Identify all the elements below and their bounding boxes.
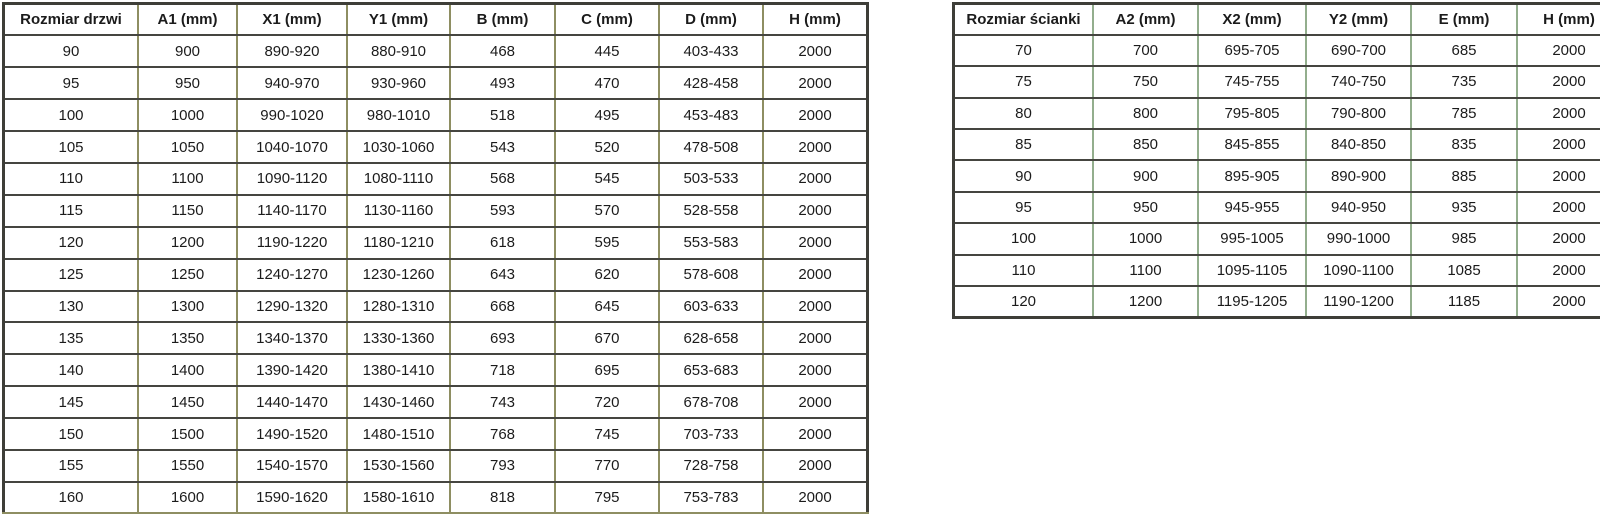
table-cell: 1085 xyxy=(1411,255,1517,286)
header-cell: X2 (mm) xyxy=(1198,4,1306,35)
wall-dimensions-table xyxy=(952,2,1600,319)
table-cell: 1180-1210 xyxy=(347,227,450,259)
table-cell: 745 xyxy=(555,418,659,450)
table-cell: 740-750 xyxy=(1306,66,1411,97)
table-cell: 100 xyxy=(4,99,139,131)
table-cell: 1195-1205 xyxy=(1198,286,1306,317)
table-cell: 1140-1170 xyxy=(237,195,347,227)
table-row xyxy=(4,195,868,227)
table-cell: 545 xyxy=(555,163,659,195)
table-cell: 1090-1100 xyxy=(1306,255,1411,286)
table-cell: 800 xyxy=(1093,98,1198,129)
table-row xyxy=(4,227,868,259)
table-cell: 693 xyxy=(450,322,555,354)
table-cell: 643 xyxy=(450,259,555,291)
table-cell: 850 xyxy=(1093,129,1198,160)
header-row xyxy=(4,4,868,36)
table-cell: 980-1010 xyxy=(347,99,450,131)
table-cell: 1540-1570 xyxy=(237,450,347,482)
header-row xyxy=(954,4,1600,35)
table-row xyxy=(4,354,868,386)
table-cell: 1350 xyxy=(138,322,237,354)
table-cell: 520 xyxy=(555,131,659,163)
table-cell: 2000 xyxy=(1517,286,1600,317)
table-cell: 1300 xyxy=(138,291,237,323)
table-cell: 2000 xyxy=(1517,160,1600,191)
table-cell: 653-683 xyxy=(659,354,763,386)
table-cell: 1190-1220 xyxy=(237,227,347,259)
table-cell: 1150 xyxy=(138,195,237,227)
door-dimensions-table xyxy=(2,2,869,514)
table-cell: 1000 xyxy=(1093,223,1198,254)
table-cell: 885 xyxy=(1411,160,1517,191)
table-cell: 145 xyxy=(4,386,139,418)
header-cell: Y1 (mm) xyxy=(347,4,450,36)
table-cell: 793 xyxy=(450,450,555,482)
table-row xyxy=(4,386,868,418)
table-cell: 950 xyxy=(138,67,237,99)
table-cell: 2000 xyxy=(1517,129,1600,160)
table-cell: 160 xyxy=(4,482,139,514)
table-cell: 1200 xyxy=(138,227,237,259)
table-cell: 2000 xyxy=(763,482,868,514)
table-cell: 930-960 xyxy=(347,67,450,99)
table-cell: 2000 xyxy=(763,354,868,386)
table-cell: 1100 xyxy=(1093,255,1198,286)
table-cell: 1130-1160 xyxy=(347,195,450,227)
table-cell: 890-920 xyxy=(237,35,347,67)
table-cell: 403-433 xyxy=(659,35,763,67)
table-cell: 790-800 xyxy=(1306,98,1411,129)
header-cell: Y2 (mm) xyxy=(1306,4,1411,35)
table-cell: 1050 xyxy=(138,131,237,163)
table-cell: 2000 xyxy=(1517,192,1600,223)
table-cell: 543 xyxy=(450,131,555,163)
table-cell: 795-805 xyxy=(1198,98,1306,129)
table-cell: 735 xyxy=(1411,66,1517,97)
table-cell: 115 xyxy=(4,195,139,227)
table-cell: 110 xyxy=(4,163,139,195)
table-row xyxy=(954,35,1600,66)
table-cell: 1590-1620 xyxy=(237,482,347,514)
table-cell: 670 xyxy=(555,322,659,354)
header-cell: H (mm) xyxy=(763,4,868,36)
table-cell: 2000 xyxy=(763,195,868,227)
header-cell: A2 (mm) xyxy=(1093,4,1198,35)
table-cell: 100 xyxy=(954,223,1094,254)
table-cell: 620 xyxy=(555,259,659,291)
table-cell: 845-855 xyxy=(1198,129,1306,160)
table-cell: 628-658 xyxy=(659,322,763,354)
table-cell: 553-583 xyxy=(659,227,763,259)
table-cell: 2000 xyxy=(763,131,868,163)
table-cell: 140 xyxy=(4,354,139,386)
table-cell: 2000 xyxy=(1517,255,1600,286)
table-cell: 2000 xyxy=(763,227,868,259)
header-cell: C (mm) xyxy=(555,4,659,36)
table-cell: 668 xyxy=(450,291,555,323)
table-cell: 95 xyxy=(954,192,1094,223)
table-cell: 70 xyxy=(954,35,1094,66)
table-row xyxy=(954,192,1600,223)
table-cell: 445 xyxy=(555,35,659,67)
table-row xyxy=(4,99,868,131)
table-cell: 105 xyxy=(4,131,139,163)
table-cell: 618 xyxy=(450,227,555,259)
table-cell: 2000 xyxy=(1517,66,1600,97)
table-cell: 595 xyxy=(555,227,659,259)
table-cell: 135 xyxy=(4,322,139,354)
table-cell: 890-900 xyxy=(1306,160,1411,191)
table-cell: 1190-1200 xyxy=(1306,286,1411,317)
table-cell: 1185 xyxy=(1411,286,1517,317)
table-cell: 750 xyxy=(1093,66,1198,97)
table-cell: 1040-1070 xyxy=(237,131,347,163)
header-cell: Rozmiar ścianki xyxy=(954,4,1094,35)
table-cell: 700 xyxy=(1093,35,1198,66)
table-cell: 75 xyxy=(954,66,1094,97)
table-cell: 570 xyxy=(555,195,659,227)
header-cell: E (mm) xyxy=(1411,4,1517,35)
table-cell: 1580-1610 xyxy=(347,482,450,514)
table-cell: 578-608 xyxy=(659,259,763,291)
table-cell: 603-633 xyxy=(659,291,763,323)
table-cell: 1230-1260 xyxy=(347,259,450,291)
table-cell: 95 xyxy=(4,67,139,99)
table-cell: 728-758 xyxy=(659,450,763,482)
table-row xyxy=(4,259,868,291)
table-cell: 645 xyxy=(555,291,659,323)
table-cell: 718 xyxy=(450,354,555,386)
table-row xyxy=(4,35,868,67)
table-cell: 528-558 xyxy=(659,195,763,227)
table-cell: 720 xyxy=(555,386,659,418)
header-cell: D (mm) xyxy=(659,4,763,36)
header-cell: A1 (mm) xyxy=(138,4,237,36)
table-row xyxy=(4,450,868,482)
table-cell: 1090-1120 xyxy=(237,163,347,195)
table-cell: 428-458 xyxy=(659,67,763,99)
table-cell: 1600 xyxy=(138,482,237,514)
header-cell: B (mm) xyxy=(450,4,555,36)
table-cell: 1450 xyxy=(138,386,237,418)
table-cell: 85 xyxy=(954,129,1094,160)
table-cell: 2000 xyxy=(763,418,868,450)
table-cell: 880-910 xyxy=(347,35,450,67)
table-cell: 1330-1360 xyxy=(347,322,450,354)
table-cell: 950 xyxy=(1093,192,1198,223)
header-cell: Rozmiar drzwi xyxy=(4,4,139,36)
header-cell: X1 (mm) xyxy=(237,4,347,36)
table-cell: 990-1000 xyxy=(1306,223,1411,254)
table-cell: 90 xyxy=(4,35,139,67)
table-cell: 935 xyxy=(1411,192,1517,223)
table-row xyxy=(954,223,1600,254)
table-cell: 795 xyxy=(555,482,659,514)
table-cell: 818 xyxy=(450,482,555,514)
table-row xyxy=(4,418,868,450)
table-cell: 2000 xyxy=(763,291,868,323)
table-cell: 1030-1060 xyxy=(347,131,450,163)
table-row xyxy=(4,163,868,195)
table-cell: 80 xyxy=(954,98,1094,129)
table-row xyxy=(4,131,868,163)
table-cell: 995-1005 xyxy=(1198,223,1306,254)
table-cell: 945-955 xyxy=(1198,192,1306,223)
table-row xyxy=(954,160,1600,191)
table-cell: 2000 xyxy=(1517,35,1600,66)
table-cell: 150 xyxy=(4,418,139,450)
table-row xyxy=(954,286,1600,317)
table-cell: 1000 xyxy=(138,99,237,131)
table-row xyxy=(4,291,868,323)
table-cell: 770 xyxy=(555,450,659,482)
table-cell: 568 xyxy=(450,163,555,195)
table-cell: 1095-1105 xyxy=(1198,255,1306,286)
table-cell: 753-783 xyxy=(659,482,763,514)
table-cell: 1200 xyxy=(1093,286,1198,317)
table-cell: 503-533 xyxy=(659,163,763,195)
table-cell: 695-705 xyxy=(1198,35,1306,66)
table-cell: 1530-1560 xyxy=(347,450,450,482)
table-cell: 940-950 xyxy=(1306,192,1411,223)
table-row xyxy=(4,322,868,354)
table-cell: 493 xyxy=(450,67,555,99)
table-cell: 1250 xyxy=(138,259,237,291)
table-cell: 155 xyxy=(4,450,139,482)
table-cell: 2000 xyxy=(763,259,868,291)
table-row xyxy=(4,67,868,99)
table-cell: 478-508 xyxy=(659,131,763,163)
table-cell: 1100 xyxy=(138,163,237,195)
table-cell: 593 xyxy=(450,195,555,227)
table-cell: 2000 xyxy=(1517,223,1600,254)
table-cell: 1340-1370 xyxy=(237,322,347,354)
table-cell: 1380-1410 xyxy=(347,354,450,386)
table-cell: 1550 xyxy=(138,450,237,482)
table-row xyxy=(954,98,1600,129)
table-cell: 470 xyxy=(555,67,659,99)
table-row xyxy=(954,255,1600,286)
table-cell: 1490-1520 xyxy=(237,418,347,450)
table-cell: 1500 xyxy=(138,418,237,450)
table-cell: 900 xyxy=(1093,160,1198,191)
table-cell: 468 xyxy=(450,35,555,67)
table-cell: 2000 xyxy=(763,35,868,67)
table-cell: 1480-1510 xyxy=(347,418,450,450)
table-cell: 453-483 xyxy=(659,99,763,131)
table-cell: 110 xyxy=(954,255,1094,286)
table-cell: 900 xyxy=(138,35,237,67)
table-cell: 2000 xyxy=(763,163,868,195)
table-cell: 990-1020 xyxy=(237,99,347,131)
table-cell: 1430-1460 xyxy=(347,386,450,418)
table-cell: 2000 xyxy=(763,386,868,418)
table-cell: 90 xyxy=(954,160,1094,191)
table-cell: 940-970 xyxy=(237,67,347,99)
table-cell: 2000 xyxy=(763,322,868,354)
table-cell: 1390-1420 xyxy=(237,354,347,386)
table-cell: 120 xyxy=(4,227,139,259)
table-cell: 985 xyxy=(1411,223,1517,254)
table-row xyxy=(954,129,1600,160)
table-cell: 2000 xyxy=(763,67,868,99)
table-cell: 125 xyxy=(4,259,139,291)
table-cell: 743 xyxy=(450,386,555,418)
table-cell: 2000 xyxy=(1517,98,1600,129)
table-cell: 745-755 xyxy=(1198,66,1306,97)
table-cell: 768 xyxy=(450,418,555,450)
table-row xyxy=(954,66,1600,97)
table-cell: 835 xyxy=(1411,129,1517,160)
table-cell: 785 xyxy=(1411,98,1517,129)
table-cell: 695 xyxy=(555,354,659,386)
table-row xyxy=(4,482,868,514)
table-cell: 2000 xyxy=(763,450,868,482)
table-cell: 120 xyxy=(954,286,1094,317)
table-cell: 703-733 xyxy=(659,418,763,450)
table-cell: 1280-1310 xyxy=(347,291,450,323)
table-cell: 130 xyxy=(4,291,139,323)
table-cell: 1440-1470 xyxy=(237,386,347,418)
table-cell: 1400 xyxy=(138,354,237,386)
table-cell: 1290-1320 xyxy=(237,291,347,323)
table-cell: 895-905 xyxy=(1198,160,1306,191)
table-cell: 690-700 xyxy=(1306,35,1411,66)
table-cell: 495 xyxy=(555,99,659,131)
table-cell: 1080-1110 xyxy=(347,163,450,195)
table-cell: 518 xyxy=(450,99,555,131)
header-cell: H (mm) xyxy=(1517,4,1600,35)
table-cell: 2000 xyxy=(763,99,868,131)
table-cell: 678-708 xyxy=(659,386,763,418)
table-cell: 1240-1270 xyxy=(237,259,347,291)
table-cell: 840-850 xyxy=(1306,129,1411,160)
table-cell: 685 xyxy=(1411,35,1517,66)
